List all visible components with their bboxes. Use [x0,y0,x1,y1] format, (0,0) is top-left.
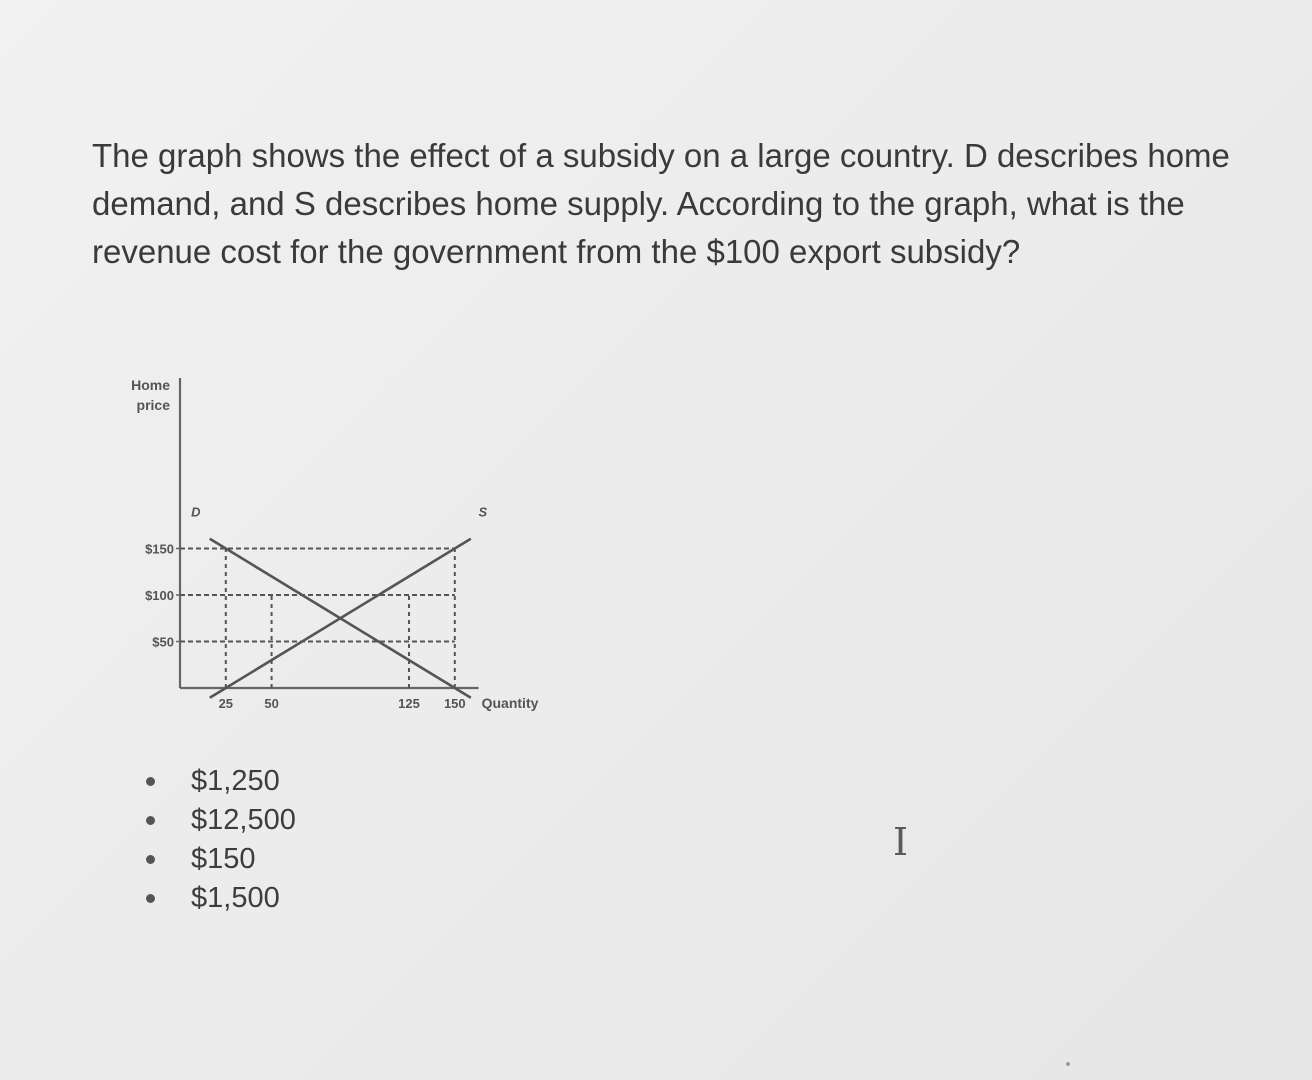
answer-option-label: $150 [191,843,256,875]
y-tick-label: $150 [145,541,174,557]
answer-options [140,762,296,918]
x-tick-label: 150 [443,696,466,711]
screen-speck [1066,1062,1070,1066]
y-axis-label: price [136,397,170,413]
bullet-icon [146,855,155,864]
y-axis-label: Home [131,377,170,393]
answer-option-label: $12,500 [191,804,296,836]
subsidy-chart-svg [100,360,580,740]
answer-option-label: $1,250 [191,765,280,797]
answer-option[interactable] [140,840,296,879]
x-tick-label: 25 [218,696,234,711]
answer-option-label: $1,500 [191,882,280,914]
bullet-icon [146,816,155,825]
answer-option[interactable] [140,801,296,840]
answer-option[interactable] [140,762,296,801]
x-tick-label: 50 [264,696,279,711]
y-tick-label: $100 [145,588,174,603]
question-text: The graph shows the effect of a subsidy on a large country. D describes home demand, and S describes home supply. According to the graph, what is the revenue cost for the government from the $100 export subsidy? [92,137,1230,270]
x-tick-label: 125 [398,696,420,711]
curve-label-d: D [191,504,201,520]
x-axis-label: Quantity [481,695,539,711]
bullet-icon [146,894,155,903]
bullet-icon [146,777,155,786]
subsidy-graph [100,360,580,740]
y-tick-label: $50 [152,634,174,650]
curve-label-s: S [478,504,488,520]
answer-option[interactable] [140,879,296,918]
text-cursor-icon: I [893,820,909,864]
